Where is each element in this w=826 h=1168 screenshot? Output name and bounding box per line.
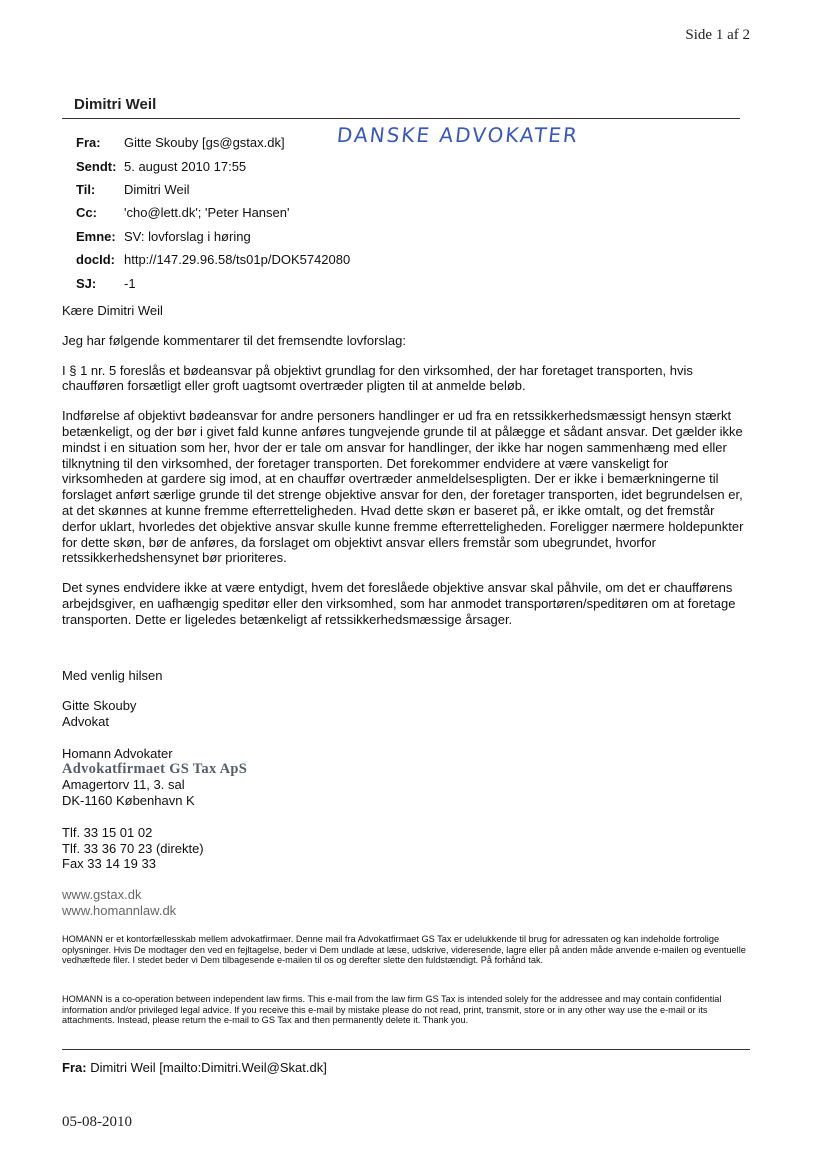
email-headers bbox=[76, 131, 350, 295]
org-name: Homann Advokater bbox=[62, 746, 173, 761]
header-label: Sendt: bbox=[76, 158, 117, 174]
phone-direct: Tlf. 33 36 70 23 (direkte) bbox=[62, 840, 204, 856]
header-value: -1 bbox=[124, 275, 136, 291]
footer-divider bbox=[62, 1049, 750, 1050]
header-label: Emne: bbox=[76, 228, 116, 244]
greeting: Kære Dimitri Weil bbox=[62, 303, 163, 318]
email-body bbox=[62, 303, 752, 642]
header-cc bbox=[76, 201, 350, 224]
header-to bbox=[76, 178, 350, 201]
header-value: http://147.29.96.58/ts01p/DOK5742080 bbox=[124, 252, 351, 268]
body-paragraph: Indførelse af objektivt bødeansvar for andre personers handlinger er ud fra en retssikkerhedsmæssigt hensyn stærkt betænkeligt, og der bør i givet fald kunne anføres tungvejende grunde til at pålægge et sådant ansvar. Det gælder ikke mindst i en situation som her, hvor der er tale om ansvar for handlinger, der ikke har nogen sammenhæng med eller tilknytning til den virksomhed, der foretager transporten. Det forekommer endvidere at være vanskeligt for virksomheden at gardere sig imod, at en chauffør overtræder anmeldelsespligten. Der er ikke i bemærkningerne til forslaget anført særlige grunde til det strenge objektive ansvar for den, der foretager transporten, idet begrundelsen er, at det skønnes at kunne fremme efterretteligheden. Hvad dette skøn er baseret på, er ikke omtalt, og det fremstår derfor uklart, hvorledes det objektive ansvar skulle kunne fremme efterretteligheden. Foreligger nærmere holdepunkter for dette skøn, bør de anføres, da forslaget om objektivt ansvar ellers fremstår som ubegrundet, hvorfor retssikkerhedshensynet bør prioriteres. bbox=[62, 408, 744, 566]
address-line: Amagertorv 11, 3. sal bbox=[62, 777, 185, 793]
footer-date: 05-08-2010 bbox=[62, 1114, 132, 1130]
header-from bbox=[76, 131, 350, 154]
body-paragraph: Jeg har følgende kommentarer til det fremsendte lovforslag: bbox=[62, 332, 406, 348]
header-value: Gitte Skouby [gs@gstax.dk] bbox=[124, 135, 285, 151]
closing: Med venlig hilsen bbox=[62, 668, 163, 683]
address-block bbox=[62, 746, 247, 808]
signature-name: Gitte Skouby bbox=[62, 698, 137, 713]
header-divider bbox=[62, 118, 740, 119]
footer-from-label: Fra: bbox=[62, 1060, 87, 1075]
website-link[interactable]: www.homannlaw.dk bbox=[62, 902, 177, 918]
header-value: Dimitri Weil bbox=[124, 181, 190, 197]
disclaimer-danish: HOMANN er et kontorfællesskab mellem advokatfirmaer. Denne mail fra Advokatfirmaet GS Tax er udelukkende til brug for adressaten og kan indeholde fortrolige oplysninger. Hvis De modtager den ved en fejltagelse, beder vi Dem undlade at læse, udskrive, videresende, lagre eller på anden måde anvende e-mailen og eventuelle vedhæftede filer. I stedet beder vi Dem tilbagesende e-mailen til os og derefter slette den fuldstændigt. På forhånd tak. bbox=[62, 934, 746, 966]
header-label: docId: bbox=[76, 252, 115, 268]
header-subject bbox=[76, 225, 350, 248]
header-label: Cc: bbox=[76, 205, 97, 221]
page-number: Side 1 af 2 bbox=[685, 27, 750, 43]
website-link[interactable]: www.gstax.dk bbox=[62, 887, 142, 902]
header-label: Til: bbox=[76, 181, 96, 197]
signature-block bbox=[62, 698, 136, 729]
header-sj bbox=[76, 271, 350, 294]
web-links bbox=[62, 887, 176, 918]
footer-from-value: Dimitri Weil [mailto:Dimitri.Weil@Skat.dk] bbox=[90, 1060, 327, 1075]
fax: Fax 33 14 19 33 bbox=[62, 856, 156, 872]
phone: Tlf. 33 15 01 02 bbox=[62, 825, 153, 840]
sender-name: Dimitri Weil bbox=[74, 96, 157, 113]
header-sent bbox=[76, 154, 350, 177]
header-docid bbox=[76, 248, 350, 271]
header-value: SV: lovforslag i høring bbox=[124, 228, 251, 244]
header-value: 5. august 2010 17:55 bbox=[124, 158, 247, 174]
contact-block bbox=[62, 825, 204, 872]
body-paragraph: I § 1 nr. 5 foreslås et bødeansvar på objektivt grundlag for den virksomhed, der har foretaget transporten, hvis chaufføren forsætligt eller groft uagtsomt overtræder pligten til at anmelde beløb. bbox=[62, 362, 693, 394]
disclaimer-english: HOMANN is a co-operation between independent law firms. This e-mail from the law firm GS Tax is intended solely for the addressee and may contain confidential information and/or privileged legal advice. If you receive this e-mail by mistake please do not read, print, transmit, store or in any other way use the e-mail or its attachments. Instead, please return the e-mail to GS Tax and then permanently delete it. Thank you. bbox=[62, 994, 722, 1026]
handwritten-note: DANSKE ADVOKATER bbox=[335, 123, 581, 147]
header-value: 'cho@lett.dk'; 'Peter Hansen' bbox=[124, 205, 290, 221]
header-label: Fra: bbox=[76, 135, 101, 151]
address-line: DK-1160 København K bbox=[62, 792, 195, 808]
firm-name: Advokatfirmaet GS Tax ApS bbox=[62, 760, 248, 777]
signature-title: Advokat bbox=[62, 713, 109, 729]
body-paragraph: Det synes endvidere ikke at være entydigt, hvem det foreslåede objektive ansvar skal påhvile, om det er chaufførens arbejdsgiver, en uafhængig speditør eller den virksomhed, som har anmodet transportøren/speditøren om at foretage transporten. Dette er ligeledes betænkeligt af retssikkerhedsmæssige årsager. bbox=[62, 580, 736, 627]
header-label: SJ: bbox=[76, 275, 97, 291]
previous-message-from bbox=[62, 1060, 327, 1075]
